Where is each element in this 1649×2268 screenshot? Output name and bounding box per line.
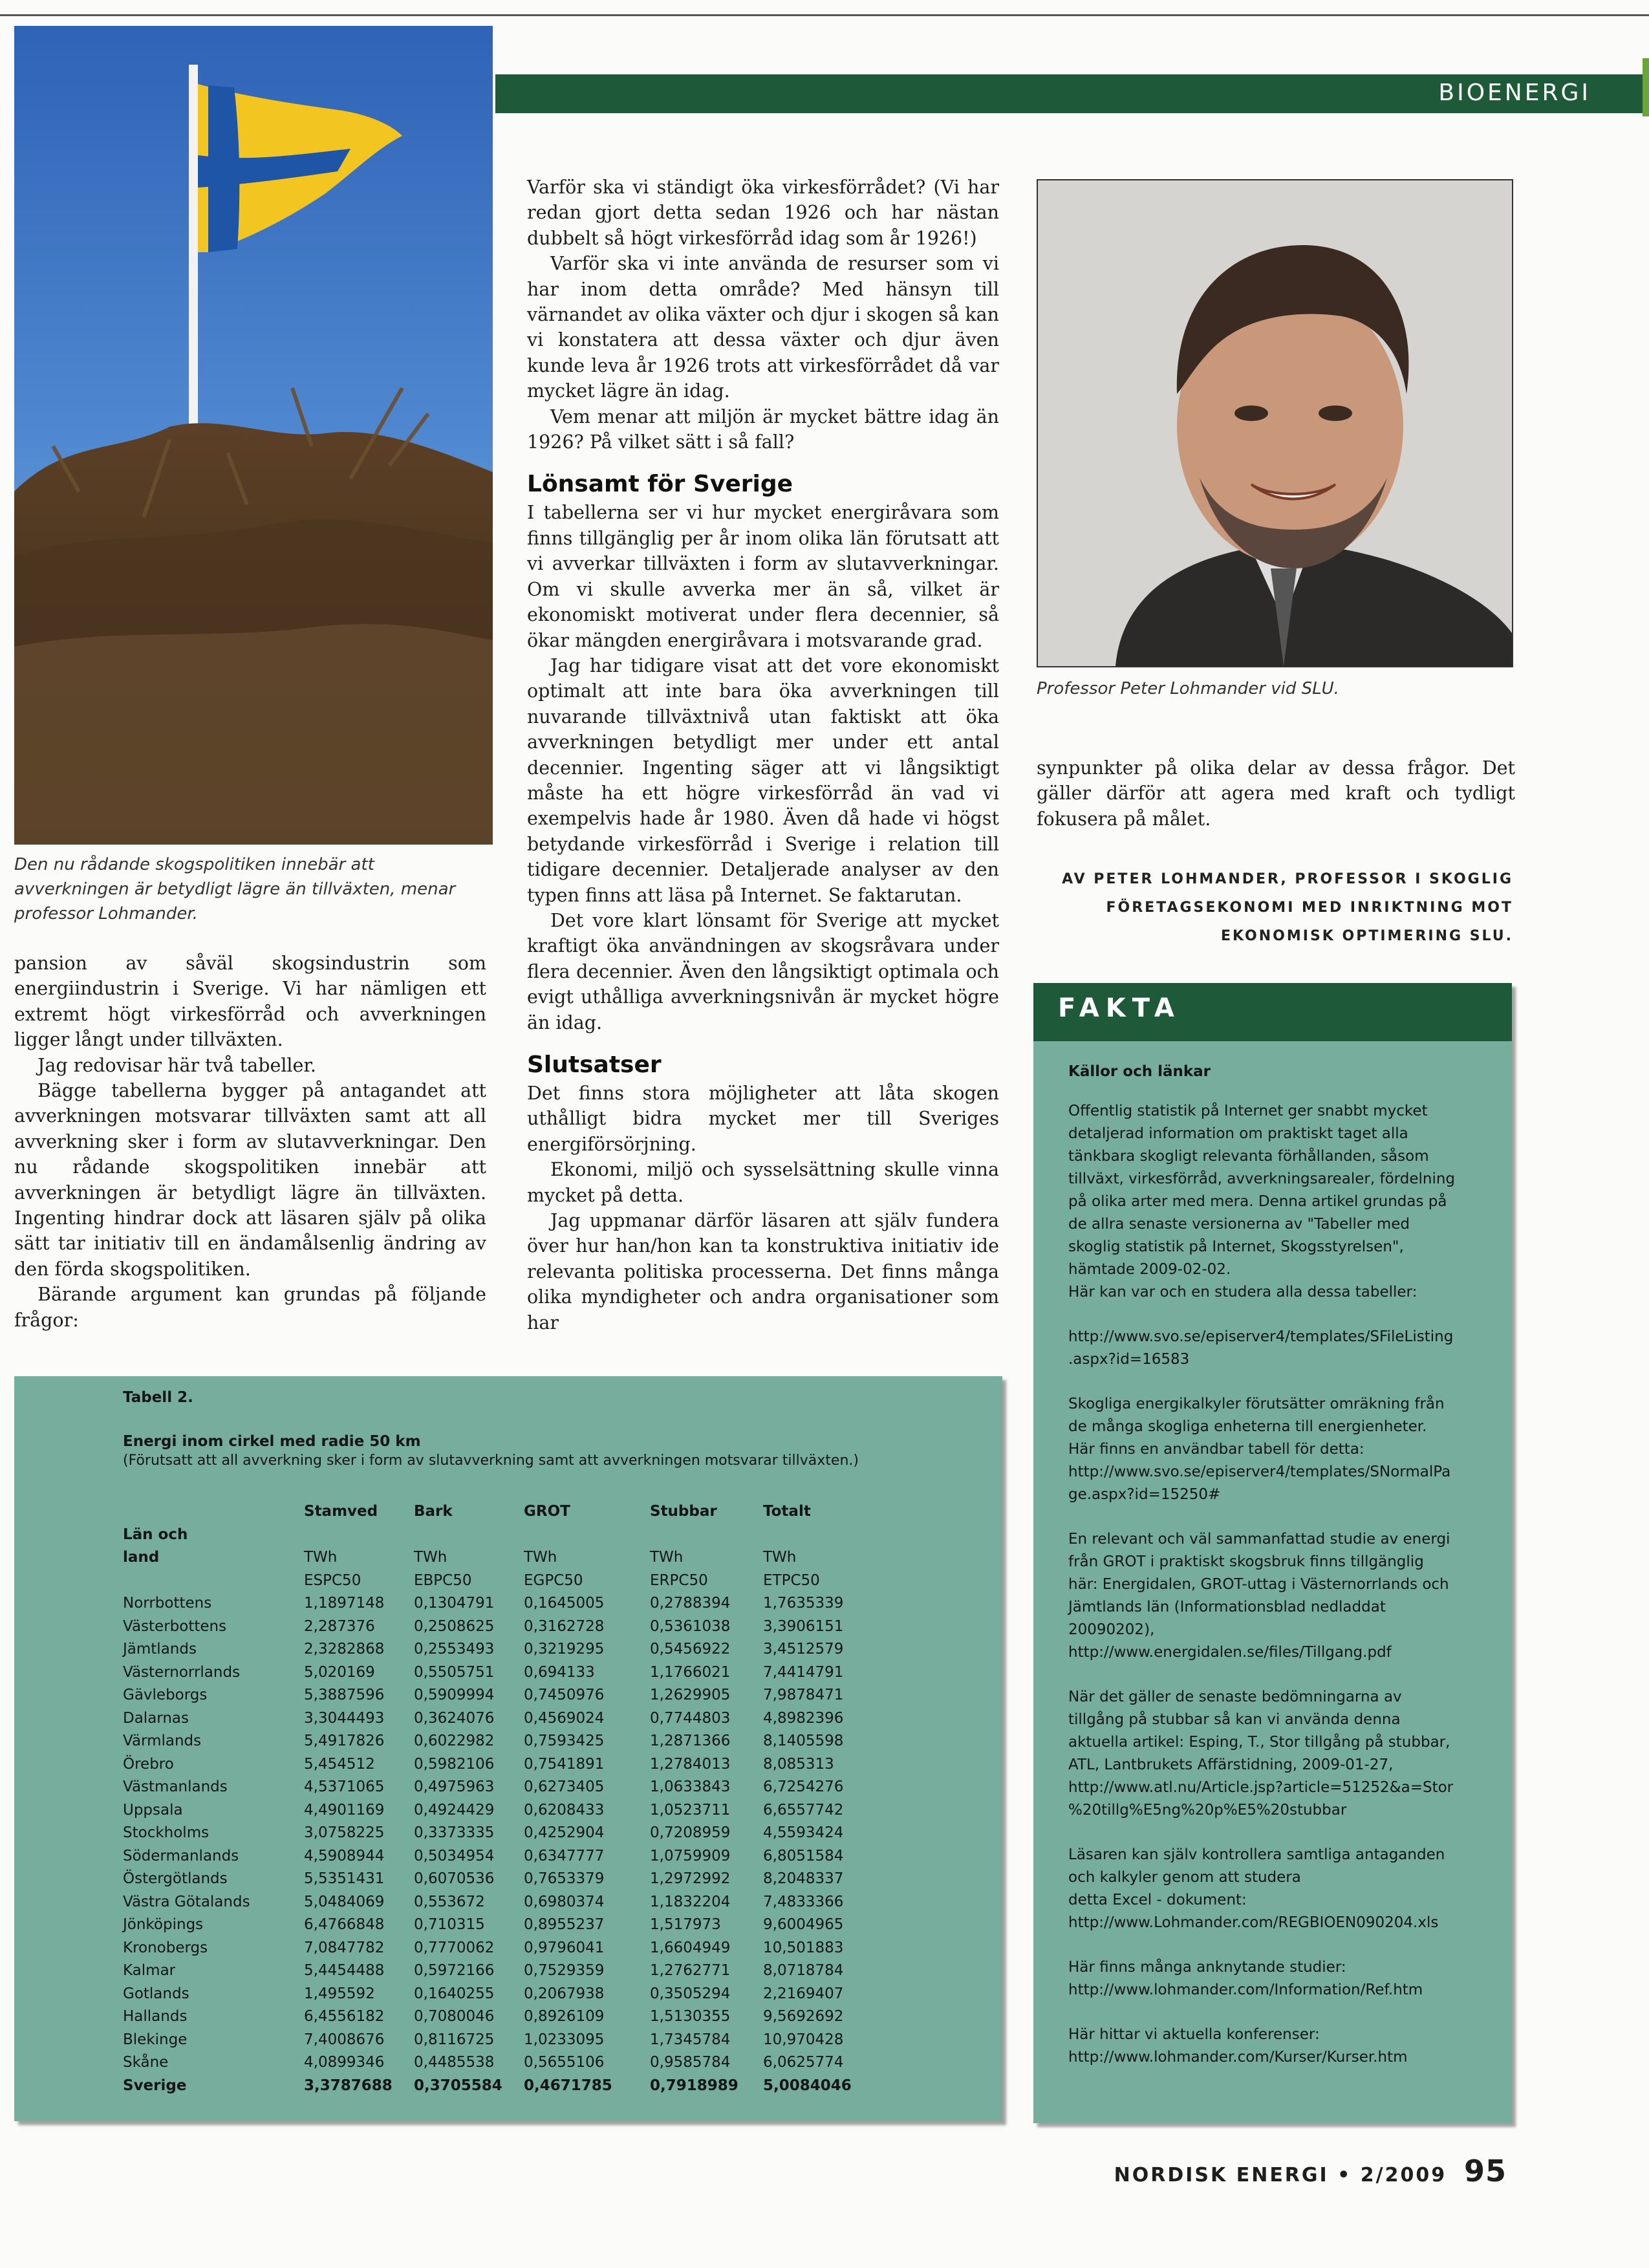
paragraph: Vem menar att miljön är mycket bättre idag än 1926? På vilket sätt i så fall?	[527, 405, 999, 453]
value-cell: 0,9796041	[524, 1939, 605, 1956]
paragraph: Det finns stora möjligheter att låta skogen uthålligt bidra mycket mer till Sveriges energiförsörjning.	[527, 1083, 999, 1155]
table-header-row	[123, 1524, 867, 1547]
header-cell: Bark	[414, 1503, 453, 1520]
value-cell: 1,7635339	[763, 1595, 844, 1612]
value-cell: 0,2508625	[414, 1617, 495, 1635]
fakta-title: Källor och länkar	[1068, 1063, 1211, 1080]
region-cell: Jönköpings	[123, 1916, 204, 1933]
value-cell: 10,970428	[763, 2031, 844, 2048]
value-cell: 8,085313	[763, 1755, 834, 1773]
value-cell: 7,4008676	[304, 2031, 385, 2048]
region-cell: Kalmar	[123, 1962, 176, 1979]
table-header-row	[123, 1546, 867, 1570]
region-cell: Blekinge	[123, 2031, 188, 2048]
table-row	[123, 1776, 867, 1799]
fakta-paragraph: En relevant och väl sammanfattad studie av energi från GROT i praktiskt skogsbruk finns tillgänglig här: Energidalen, GROT-uttag i Västernorrlands och Jämtlands län (Informationsblad nedladdat 20090202), http://www.energidalen.se/files/Tillgang.pdf	[1068, 1531, 1450, 1661]
value-cell: 0,6208433	[524, 1801, 605, 1819]
value-cell: 0,5982106	[414, 1755, 495, 1773]
value-cell: 5,3887596	[304, 1687, 385, 1703]
table-row	[123, 1753, 867, 1777]
region-cell: Norrbottens	[123, 1595, 212, 1612]
value-cell: 0,3219295	[524, 1641, 605, 1658]
region-cell: Västerbottens	[123, 1617, 227, 1635]
section-header-bar	[495, 74, 1643, 113]
header-cell: Totalt	[763, 1503, 811, 1520]
value-cell: 1,495592	[304, 1985, 375, 2002]
paragraph: pansion av såväl skogsindustrin som energiindustrin i Sverige. Vi har nämligen ett extremt högt virkesförråd och avverkningen ligger långt under tillväxten.	[14, 953, 486, 1051]
region-cell: Uppsala	[123, 1801, 183, 1819]
value-cell: 6,4556182	[304, 2008, 385, 2025]
table-row	[123, 1707, 867, 1731]
table-row	[123, 1960, 867, 1983]
value-cell: 0,6273405	[524, 1778, 605, 1795]
fakta-link[interactable]: http://www.svo.se/episerver4/templates/SFileListing .aspx?id=16583	[1068, 1328, 1454, 1368]
value-cell: 7,4414791	[763, 1663, 844, 1681]
value-cell: 6,0625774	[763, 2054, 844, 2071]
value-cell: 0,5456922	[650, 1641, 731, 1658]
value-cell: 2,3282868	[304, 1641, 385, 1658]
value-cell: 0,6980374	[524, 1893, 605, 1910]
table-body	[123, 1592, 867, 2097]
region-cell: Gotlands	[123, 1985, 189, 2002]
value-cell: 0,4671785	[524, 2077, 612, 2094]
value-cell: 0,7080046	[414, 2008, 495, 2025]
fakta-content	[1068, 1061, 1495, 2091]
value-cell: 10,501883	[763, 1939, 844, 1956]
fakta-paragraph: Här finns många anknytande studier: http://www.lohmander.com/Information/Ref.htm	[1068, 1959, 1423, 1998]
region-cell: Gävleborgs	[123, 1687, 208, 1703]
header-cell: Stamved	[304, 1503, 378, 1520]
byline-line: FÖRETAGSEKONOMI MED INRIKTNING MOT	[1106, 900, 1513, 916]
value-cell: 1,2629905	[650, 1687, 731, 1703]
value-cell: 4,4901169	[304, 1801, 385, 1819]
value-cell: 5,4454488	[304, 1962, 385, 1979]
header-cell: GROT	[524, 1503, 570, 1520]
value-cell: 0,553672	[414, 1893, 485, 1910]
value-cell: 0,6022982	[414, 1733, 495, 1749]
right-column	[1037, 755, 1515, 832]
value-cell: 0,8116725	[414, 2031, 495, 2048]
value-cell: 0,3373335	[414, 1824, 495, 1841]
value-cell: 0,7529359	[524, 1962, 605, 1979]
region-cell: Hallands	[123, 2008, 188, 2025]
value-cell: 0,4975963	[414, 1778, 495, 1795]
value-cell: 0,5972166	[414, 1962, 495, 1979]
value-cell: 1,6604949	[650, 1939, 731, 1956]
region-cell: Skåne	[123, 2054, 169, 2071]
table-row	[123, 2005, 867, 2029]
fakta-paragraph: Läsaren kan själv kontrollera samtliga antaganden och kalkyler genom att studera detta Excel - dokument: http://www.Lohmander.com/REGBIOEN090204.xls	[1068, 1846, 1445, 1931]
table-row	[123, 1937, 867, 1960]
value-cell: 7,9878471	[763, 1687, 844, 1703]
author-byline	[1035, 865, 1513, 951]
table-row	[123, 1799, 867, 1822]
region-cell: Södermanlands	[123, 1847, 239, 1864]
table-row	[123, 1914, 867, 1937]
paragraph: synpunkter på olika delar av dessa frågor. Det gäller därför att agera med kraft och tydligt fokusera på målet.	[1037, 757, 1515, 830]
section-label: BIOENERGI	[1438, 80, 1591, 106]
value-cell: 0,1645005	[524, 1595, 605, 1612]
value-cell: 4,8982396	[763, 1709, 844, 1727]
energy-table	[123, 1500, 867, 2097]
header-cell: Län och	[123, 1526, 188, 1543]
value-cell: 3,4512579	[763, 1641, 844, 1658]
region-cell: Stockholms	[123, 1824, 210, 1841]
fakta-paragraph: När det gäller de senaste bedömningarna av tillgång på stubbar så kan vi använda denna aktuella artikel: Esping, T., Stor tillgång på stubbar, ATL, Lantbrukets Affärstidning, 2009-01-27, http://www.atl.nu/Article.jsp?article=51252&a=Stor %20tillg%E5ng%20p%E5%20stubbar	[1068, 1689, 1454, 1819]
subheading-slutsatser: Slutsatser	[527, 1052, 662, 1078]
region-cell: Jämtlands	[123, 1641, 197, 1658]
edge-tab-marker	[1643, 58, 1649, 116]
fakta-paragraph: Här hittar vi aktuella konferenser: http://www.lohmander.com/Kurser/Kurser.htm	[1068, 2026, 1408, 2066]
value-cell: 5,4917826	[304, 1733, 385, 1749]
value-cell: 9,6004965	[763, 1916, 844, 1933]
paragraph: Bägge tabellerna bygger på antagandet att avverkningen motsvarar tillväxten samt att all avverkning sker i form av slutavverkningar. Den nu rådande skogspolitiken innebär att avverkningen är betydligt lägre än tillväxten. Ingenting hindrar dock att läsaren själv på olika sätt tar initiativ till en ändamålsenlig ändring av den förda skogspolitiken.	[14, 1080, 486, 1280]
value-cell: 5,0084046	[763, 2077, 852, 2094]
value-cell: 0,8955237	[524, 1916, 605, 1933]
value-cell: 0,7770062	[414, 1939, 495, 1956]
value-cell: 4,0899346	[304, 2054, 385, 2071]
value-cell: 0,5505751	[414, 1663, 495, 1681]
table-row	[123, 1615, 867, 1639]
middle-column	[527, 175, 999, 1335]
value-cell: 4,5593424	[763, 1824, 844, 1841]
table-subtitle: (Förutsatt att all avverkning sker i form av slutavverkning samt att avverkningen motsvarar tillväxten.)	[123, 1453, 859, 1469]
value-cell: 0,4924429	[414, 1801, 495, 1819]
value-cell: 0,9585784	[650, 2054, 731, 2071]
value-cell: 0,7450976	[524, 1687, 605, 1703]
code-cell: ESPC50	[304, 1571, 361, 1589]
region-cell: Örebro	[123, 1755, 174, 1773]
region-cell: Västra Götalands	[123, 1893, 250, 1910]
value-cell: 7,0847782	[304, 1939, 385, 1956]
value-cell: 1,2972992	[650, 1870, 731, 1887]
table-box	[14, 1376, 1002, 2121]
value-cell: 1,2784013	[650, 1755, 731, 1773]
value-cell: 0,8926109	[524, 2008, 605, 2025]
paragraph: I tabellerna ser vi hur mycket energiråvara som finns tillgänglig per år inom olika län förutsatt att vi avverkar tillväxten i form av slutavverkningar. Om vi skulle avverka mer än så, vilket är ekonomiskt motiverat under flera decennier, så ökar mängden energiråvara i motsvarande grad.	[527, 502, 999, 651]
table-row	[123, 1684, 867, 1707]
table-header-row	[123, 1570, 867, 1593]
flag-photo-caption: Den nu rådande skogspolitiken innebär att avverkningen är betydligt lägre än tillväxten, menar professor Lohmander.	[14, 855, 456, 923]
value-cell: 0,2067938	[524, 1985, 605, 2002]
unit-cell: TWh	[650, 1549, 684, 1566]
header-cell: land	[123, 1549, 160, 1566]
code-cell: EBPC50	[414, 1571, 472, 1589]
table-number: Tabell 2.	[123, 1389, 193, 1406]
region-cell: Västmanlands	[123, 1778, 228, 1795]
table-row	[123, 1592, 867, 1615]
page-footer	[1099, 2154, 1507, 2188]
value-cell: 1,7345784	[650, 2031, 731, 2048]
code-cell: ERPC50	[650, 1571, 708, 1589]
value-cell: 0,7744803	[650, 1709, 731, 1727]
value-cell: 9,5692692	[763, 2008, 844, 2025]
value-cell: 0,2553493	[414, 1641, 495, 1658]
portrait-caption: Professor Peter Lohmander vid SLU.	[1037, 679, 1339, 698]
value-cell: 0,7208959	[650, 1824, 731, 1841]
value-cell: 0,710315	[414, 1916, 485, 1933]
table-row	[123, 1822, 867, 1845]
value-cell: 6,4766848	[304, 1916, 385, 1933]
value-cell: 5,0484069	[304, 1893, 385, 1910]
fakta-paragraph: Skogliga energikalkyler förutsätter omräkning från de många skogliga enheterna till energienheter. Här finns en användbar tabell för detta: http://www.svo.se/episerver4/templates/SNormalPa ge.aspx?id=15250#	[1068, 1396, 1451, 1503]
paragraph: Det vore klart lönsamt för Sverige att mycket kraftigt öka användningen av skogsråvara under flera decennier. Även den långsiktigt optimala och evigt uthålliga avverkningsnivån är mycket högre än idag.	[527, 909, 999, 1033]
value-cell: 1,1766021	[650, 1663, 731, 1681]
table-row	[123, 2029, 867, 2052]
page-number: 95	[1463, 2154, 1507, 2188]
value-cell: 1,1832204	[650, 1893, 731, 1910]
value-cell: 8,2048337	[763, 1870, 844, 1887]
paragraph: Jag redovisar här två tabeller.	[38, 1054, 316, 1076]
region-cell: Värmlands	[123, 1733, 202, 1749]
table-row	[123, 1845, 867, 1868]
value-cell: 0,4252904	[524, 1824, 605, 1841]
value-cell: 0,4485538	[414, 2054, 495, 2071]
value-cell: 1,1897148	[304, 1595, 385, 1612]
paragraph: Ekonomi, miljö och sysselsättning skulle vinna mycket på detta.	[527, 1159, 999, 1206]
value-cell: 1,517973	[650, 1916, 721, 1933]
table-row	[123, 1868, 867, 1891]
value-cell: 1,5130355	[650, 2008, 731, 2025]
code-cell: ETPC50	[763, 1571, 820, 1589]
flag-photo	[14, 26, 493, 845]
value-cell: 3,3906151	[763, 1617, 844, 1635]
subheading-lonsamt: Lönsamt för Sverige	[527, 471, 793, 498]
table-row	[123, 1983, 867, 2006]
value-cell: 2,2169407	[763, 1985, 844, 2002]
region-cell: Kronobergs	[123, 1939, 208, 1956]
value-cell: 0,5655106	[524, 2054, 605, 2071]
value-cell: 3,0758225	[304, 1824, 385, 1841]
value-cell: 5,454512	[304, 1755, 375, 1773]
table-row	[123, 1661, 867, 1685]
value-cell: 6,6557742	[763, 1801, 844, 1819]
header-cell: Stubbar	[650, 1503, 717, 1520]
value-cell: 4,5908944	[304, 1847, 385, 1864]
top-rule	[0, 14, 1649, 16]
region-cell: Dalarnas	[123, 1709, 189, 1727]
fakta-header: FAKTA	[1033, 983, 1512, 1041]
table-row	[123, 1891, 867, 1914]
value-cell: 8,1405598	[763, 1733, 844, 1749]
value-cell: 8,0718784	[763, 1962, 844, 1979]
left-column	[14, 951, 486, 1333]
value-cell: 0,2788394	[650, 1595, 731, 1612]
paragraph: Jag har tidigare visat att det vore ekonomiskt optimalt att inte bara öka avverkningen till nuvarande tillväxtnivå utan faktiskt att öka avverkningen betydligt mer under ett antal decennier. Ingenting säger att vi långsiktigt måste ha ett högre virkesförråd än vad vi exempelvis hade år 1980. Även då hade vi högst betydande virkesförråd i Sverige i relation till tidigare decennier. Detaljerade analyser av den typen finns att läsa på Internet. Se faktarutan.	[527, 654, 999, 906]
table-row	[123, 2051, 867, 2075]
fakta-paragraph: Offentlig statistik på Internet ger snabbt mycket detaljerad information om praktiskt taget alla tänkbara skogligt relevanta förhållanden, såsom tillväxt, virkesförråd, avverkningsarealer, fördelning på olika arter med mera. Denna artikel grundas på de allra senaste versionerna av "Tabeller med skoglig statistik på Internet, Skogsstyrelsen", hämtade 2009-02-02. Här kan var och en studera alla dessa tabeller:	[1068, 1103, 1456, 1301]
value-cell: 0,1304791	[414, 1595, 495, 1612]
value-cell: 0,7653379	[524, 1870, 605, 1887]
paragraph: Varför ska vi inte använda de resurser som vi har inom detta område? Med hänsyn till värnandet av olika växter och djur i skogen så kan vi konstatera att dessa växter och djur även kunde leva år 1926 trots att virkesförrådet då var mycket lägre än idag.	[527, 253, 999, 402]
value-cell: 5,020169	[304, 1663, 375, 1681]
value-cell: 0,5909994	[414, 1687, 495, 1703]
value-cell: 0,6347777	[524, 1847, 605, 1864]
value-cell: 0,3705584	[414, 2077, 502, 2094]
unit-cell: TWh	[524, 1549, 557, 1566]
paragraph: Bärande argument kan grundas på följande frågor:	[14, 1284, 486, 1331]
unit-cell: TWh	[763, 1549, 797, 1566]
unit-cell: TWh	[414, 1549, 447, 1566]
value-cell: 1,0759909	[650, 1847, 731, 1864]
value-cell: 1,0523711	[650, 1801, 731, 1819]
value-cell: 0,3162728	[524, 1617, 605, 1635]
value-cell: 1,2871366	[650, 1733, 731, 1749]
table-title: Energi inom cirkel med radie 50 km	[123, 1433, 421, 1450]
value-cell: 1,0633843	[650, 1778, 731, 1795]
region-cell: Västernorrlands	[123, 1663, 241, 1681]
paragraph: Varför ska vi ständigt öka virkesförrådet? (Vi har redan gjort detta sedan 1926 och har nästan dubbelt så högt virkesförråd idag som år 1926!)	[527, 177, 999, 249]
value-cell: 0,3624076	[414, 1709, 495, 1727]
portrait-photo	[1037, 179, 1513, 667]
value-cell: 3,3044493	[304, 1709, 385, 1727]
byline-line: EKONOMISK OPTIMERING SLU.	[1220, 928, 1513, 944]
magazine-issue: NORDISK ENERGI • 2/2009	[1114, 2164, 1447, 2187]
value-cell: 6,8051584	[763, 1847, 844, 1864]
value-cell: 3,3787688	[304, 2077, 393, 2094]
region-cell: Sverige	[123, 2077, 187, 2094]
value-cell: 0,3505294	[650, 1985, 731, 2002]
value-cell: 0,6070536	[414, 1870, 495, 1887]
value-cell: 0,7593425	[524, 1733, 605, 1749]
value-cell: 0,1640255	[414, 1985, 495, 2002]
table-header-row	[123, 1500, 867, 1524]
table-total-row	[123, 2075, 867, 2098]
unit-cell: TWh	[304, 1549, 338, 1566]
table-row	[123, 1730, 867, 1753]
region-cell: Östergötlands	[123, 1870, 228, 1887]
value-cell: 1,0233095	[524, 2031, 605, 2048]
value-cell: 2,287376	[304, 1617, 375, 1635]
header-cell	[123, 1500, 304, 1524]
value-cell: 0,5034954	[414, 1847, 495, 1864]
value-cell: 7,4833366	[763, 1893, 844, 1910]
code-cell: EGPC50	[524, 1571, 583, 1589]
value-cell: 0,7541891	[524, 1755, 605, 1773]
value-cell: 1,2762771	[650, 1962, 731, 1979]
value-cell: 6,7254276	[763, 1778, 844, 1795]
paragraph: Jag uppmanar därför läsaren att själv fundera över hur han/hon kan ta konstruktiva initiativ ide relevanta politiska processerna. Det finns många olika myndigheter och andra organisationer som har	[527, 1210, 999, 1334]
value-cell: 4,5371065	[304, 1778, 385, 1795]
table-row	[123, 1638, 867, 1661]
value-cell: 0,7918989	[650, 2077, 738, 2094]
value-cell: 0,694133	[524, 1663, 595, 1681]
fakta-box	[1033, 983, 1512, 2123]
value-cell: 0,5361038	[650, 1617, 731, 1635]
value-cell: 0,4569024	[524, 1709, 605, 1727]
value-cell: 5,5351431	[304, 1870, 385, 1887]
byline-line: AV PETER LOHMANDER, PROFESSOR I SKOGLIG	[1062, 871, 1513, 887]
